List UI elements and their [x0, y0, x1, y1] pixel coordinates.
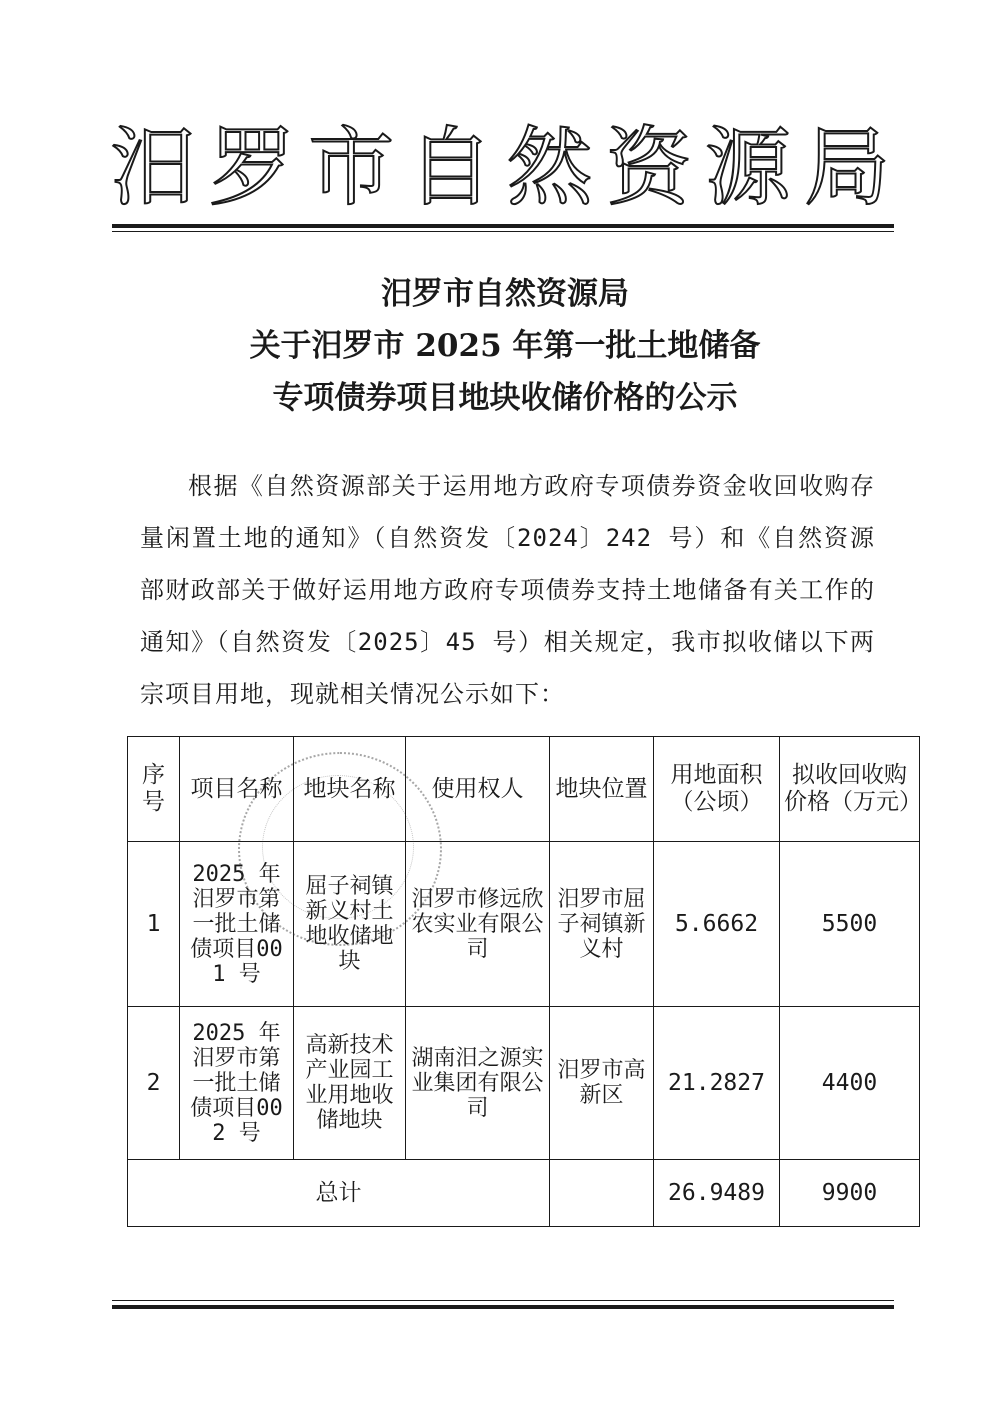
cell-area: 21.2827 — [654, 1007, 780, 1160]
header-seq: 序号 — [128, 737, 180, 842]
document-title — [120, 268, 890, 424]
letterhead-char: 然 — [506, 118, 593, 218]
cell-project-name: 2025 年汨罗市第一批土储债项目002 号 — [180, 1007, 294, 1160]
footer-divider — [112, 1305, 894, 1309]
cell-location: 汨罗市高新区 — [550, 1007, 654, 1160]
letterhead-char: 局 — [803, 118, 890, 218]
total-area: 26.9489 — [654, 1160, 780, 1227]
title-line-1: 汨罗市自然资源局 — [381, 276, 629, 312]
table-total-row — [128, 1160, 920, 1227]
cell-location: 汨罗市屈子祠镇新义村 — [550, 842, 654, 1007]
table-row — [128, 842, 920, 1007]
land-table — [127, 736, 920, 1227]
cell-seq: 1 — [128, 842, 180, 1007]
cell-right-holder: 汨罗市修远欣农实业有限公司 — [406, 842, 550, 1007]
cell-price: 4400 — [780, 1007, 920, 1160]
total-empty-cell — [550, 1160, 654, 1227]
total-price: 9900 — [780, 1160, 920, 1227]
header-divider-thin — [112, 231, 894, 232]
title-line-3: 专项债券项目地块收储价格的公示 — [272, 380, 738, 416]
header-location: 地块位置 — [550, 737, 654, 842]
table-header-row — [128, 737, 920, 842]
header-divider — [112, 224, 894, 228]
header-price: 拟收回收购价格（万元） — [780, 737, 920, 842]
body-paragraph: 根据《自然资源部关于运用地方政府专项债券资金收回收购存量闲置土地的通知》（自然资发〔2024〕242 号）和《自然资源部财政部关于做好运用地方政府专项债券支持土地储备有关工作的通知》（自然资发〔2025〕45 号）相关规定，我市拟收储以下两宗项目用地，现就相关情况公示如下： — [140, 472, 875, 708]
header-plot-name: 地块名称 — [294, 737, 406, 842]
cell-plot-name: 高新技术产业园工业用地收储地块 — [294, 1007, 406, 1160]
letterhead-char: 源 — [704, 118, 791, 218]
title-line-2: 关于汨罗市 2025 年第一批土地储备 — [249, 328, 761, 364]
cell-right-holder: 湖南汨之源实业集团有限公司 — [406, 1007, 550, 1160]
footer-divider-thin — [112, 1300, 894, 1301]
letterhead-char: 罗 — [209, 118, 296, 218]
letterhead-char: 汨 — [110, 118, 196, 218]
cell-plot-name: 屈子祠镇新义村土地收储地块 — [294, 842, 406, 1007]
total-label: 总计 — [128, 1160, 550, 1227]
header-area: 用地面积（公顷） — [654, 737, 780, 842]
header-project-name: 项目名称 — [180, 737, 294, 842]
cell-project-name: 2025 年汨罗市第一批土储债项目001 号 — [180, 842, 294, 1007]
cell-price: 5500 — [780, 842, 920, 1007]
table-row — [128, 1007, 920, 1160]
letterhead — [110, 118, 890, 218]
letterhead-char: 市 — [308, 118, 395, 218]
header-right-holder: 使用权人 — [406, 737, 550, 842]
letterhead-char: 自 — [407, 118, 494, 218]
cell-seq: 2 — [128, 1007, 180, 1160]
cell-area: 5.6662 — [654, 842, 780, 1007]
letterhead-char: 资 — [605, 118, 692, 218]
